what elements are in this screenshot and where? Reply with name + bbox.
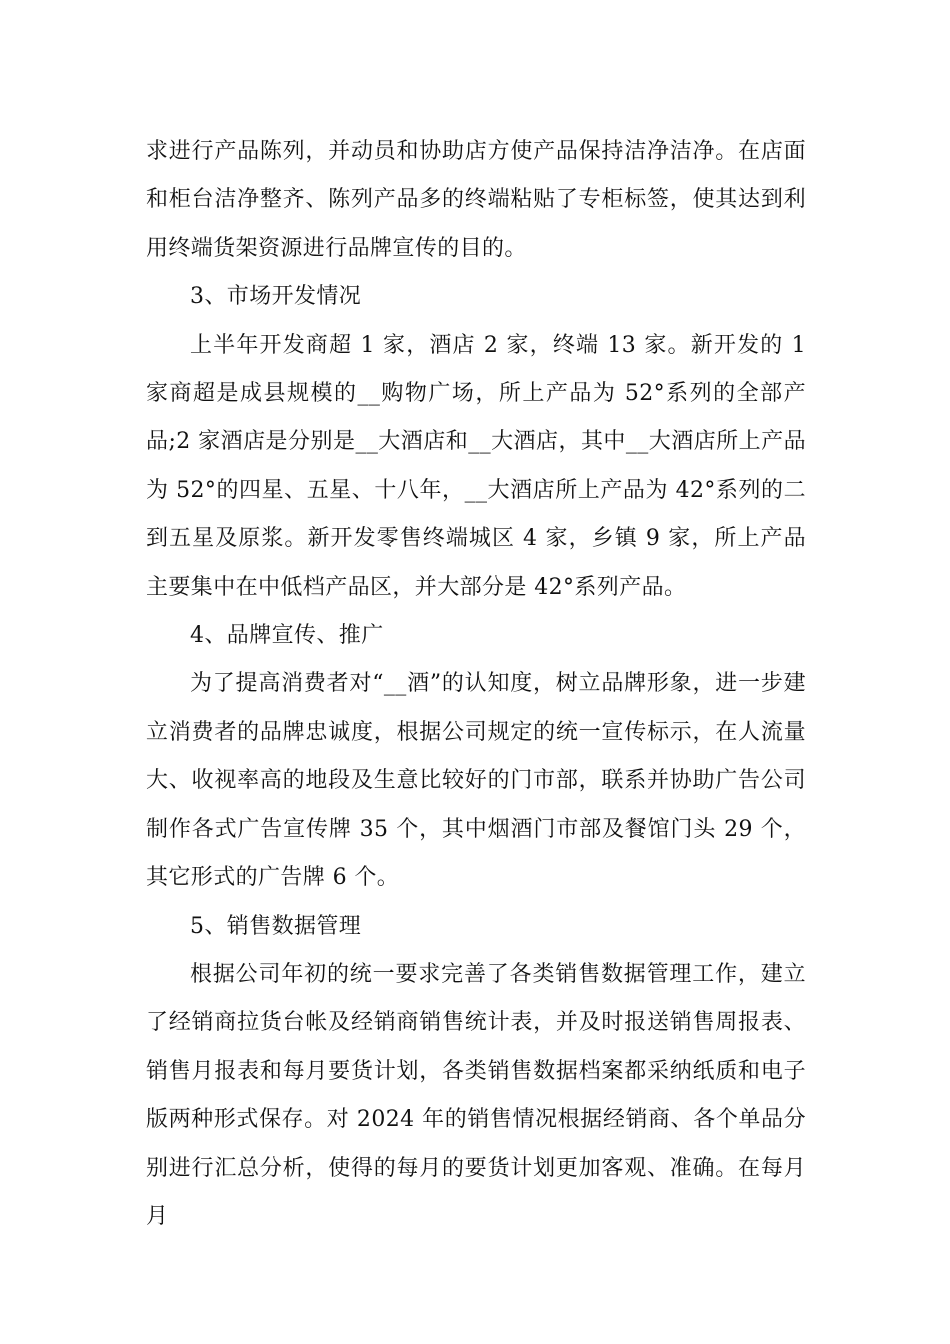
heading-brand-promotion: 4、品牌宣传、推广 [190, 623, 384, 649]
heading-market-development: 3、市场开发情况 [190, 284, 362, 310]
paragraph-market-development: 上半年开发商超 1 家，酒店 2 家，终端 13 家。新开发的 1 家商超是成县规模的__购物广场，所上产品为 52°系列的全部产品;2 家酒店是分别是__大酒店和__大酒店，其中__大酒店所上产品为 52°的四星、五星、十八年，__大酒店所上产品为 42°系列的二到五星及原浆。新开发零售终端城区 4 家，乡镇 9 家，所上产品主要集中在中低档产品区，并大部分是 42°系列产品。 [146, 332, 806, 600]
heading-sales-data-management: 5、销售数据管理 [190, 913, 362, 939]
paragraph-brand-promotion: 为了提高消费者对“__酒”的认知度，树立品牌形象，进一步建立消费者的品牌忠诚度，根据公司规定的统一宣传标示，在人流量大、收视率高的地段及生意比较好的门市部，联系并协助广告公司制作各式广告宣传牌 35 个，其中烟酒门市部及餐馆门头 29 个，其它形式的广告牌 6 个。 [146, 671, 806, 891]
paragraph-sales-data-management: 根据公司年初的统一要求完善了各类销售数据管理工作，建立了经销商拉货台帐及经销商销售统计表，并及时报送销售周报表、销售月报表和每月要货计划，各类销售数据档案都采纳纸质和电子版两种形式保存。对 2024 年的销售情况根据经销商、各个单品分别进行汇总分析，使得的每月的要货计划更加客观、准确。在每月月 [146, 961, 806, 1229]
document-page [146, 128, 806, 1241]
paragraph-product-display: 求进行产品陈列，并动员和协助店方使产品保持洁净洁净。在店面和柜台洁净整齐、陈列产品多的终端粘贴了专柜标签，使其达到利用终端货架资源进行品牌宣传的目的。 [146, 139, 806, 261]
